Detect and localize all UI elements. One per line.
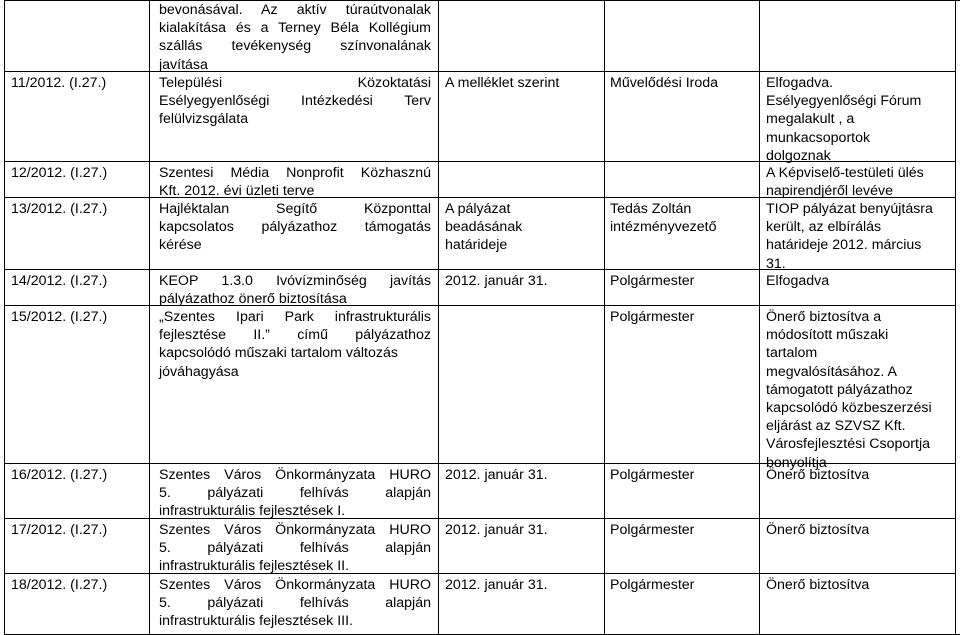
resolution-number: 14/2012. (I.27.) — [11, 273, 108, 289]
decision-line: határideje 2012. március — [766, 237, 922, 254]
decision-cell — [766, 576, 952, 594]
row-separator — [4, 518, 955, 519]
subject-line: felülvizsgálata — [159, 111, 249, 128]
decision-line: módosított műszaki — [766, 327, 889, 344]
decision-cell — [766, 272, 952, 290]
decision-line: tartalom — [766, 345, 818, 362]
decision-line: Elfogadva — [766, 273, 830, 289]
decision-line: Városfejlesztési Csoportja — [766, 436, 931, 453]
subject-line: infrastrukturális fejlesztések III. — [159, 613, 353, 630]
subject-cell — [159, 466, 431, 521]
decision-line: napirendjéről levéve — [766, 183, 893, 200]
presenter-cell: Polgármester — [610, 309, 695, 325]
material-line: beadásának — [445, 219, 523, 236]
subject-line: bevonásával. Az aktív túraútvonalak — [159, 2, 431, 18]
subject-line: KEOP 1.3.0 Ivóvízminőség javítás — [159, 273, 431, 289]
subject-line: kérése — [159, 237, 202, 254]
presenter-cell — [610, 200, 716, 236]
decision-line: Önerő biztosítva — [766, 467, 870, 483]
resolution-number: 11/2012. (I.27.) — [11, 75, 107, 91]
subject-cell — [159, 74, 431, 129]
subject-line: kapcsolódó műszaki tartalom változás — [159, 345, 398, 362]
subject-line: Kft. 2012. évi üzleti terve — [159, 183, 315, 200]
row-separator — [4, 71, 955, 72]
decision-line: dolgoznak — [766, 147, 831, 164]
presenter-cell: Polgármester — [610, 467, 695, 483]
decision-line: Önerő biztosítva a — [766, 309, 882, 325]
row-separator — [4, 573, 955, 574]
subject-line: javítása — [159, 56, 208, 73]
column-separator — [759, 0, 760, 635]
subject-line: Szentes Város Önkormányzata HURO — [159, 577, 431, 593]
material-cell: 2012. január 31. — [445, 273, 548, 289]
decision-cell — [766, 200, 952, 273]
row-separator — [4, 0, 960, 1]
subject-cell — [159, 521, 431, 576]
decision-line: került, az elbírálás — [766, 219, 882, 236]
resolution-number: 17/2012. (I.27.) — [11, 522, 108, 538]
subject-line: 5. pályázati felhívás alapján — [159, 540, 431, 557]
subject-line: kapcsolatos pályázathoz támogatás — [159, 219, 431, 236]
decision-line: eljárást az SZVSZ Kft. — [766, 418, 906, 435]
column-separator — [149, 0, 150, 635]
material-cell — [445, 200, 522, 255]
subject-line: Települési Közoktatási — [159, 75, 431, 91]
subject-line: Szentesi Média Nonprofit Közhasznú — [159, 165, 431, 181]
subject-line: Esélyegyenlőségi Intézkedési Terv — [159, 93, 431, 110]
decision-line: Önerő biztosítva — [766, 577, 870, 593]
presenter-cell: Művelődési Iroda — [610, 75, 719, 91]
subject-cell — [159, 200, 431, 255]
subject-line: „Szentes Ipari Park infrastrukturális — [159, 309, 431, 325]
resolution-number: 16/2012. (I.27.) — [11, 467, 108, 483]
decision-line: Esélyegyenlőségi Fórum — [766, 93, 922, 110]
row-separator — [4, 305, 955, 306]
subject-cell — [159, 1, 431, 74]
decision-line: munkacsoportok — [766, 129, 871, 146]
material-cell: 2012. január 31. — [445, 577, 548, 593]
subject-cell — [159, 272, 431, 308]
subject-line: Szentes Város Önkormányzata HURO — [159, 467, 431, 483]
decision-line: megvalósításához. A — [766, 363, 897, 380]
subject-line: kialakítása és a Terney Béla Kollégium — [159, 20, 431, 37]
decision-line: támogatott pályázathoz — [766, 381, 913, 398]
subject-line: fejlesztése II.” című pályázathoz — [159, 327, 431, 344]
subject-line: pályázathoz önerő biztosítása — [159, 291, 347, 308]
presenter-line: Tedás Zoltán — [610, 201, 692, 217]
subject-line: 5. pályázati felhívás alapján — [159, 485, 431, 502]
column-separator — [4, 0, 5, 635]
decision-line: TIOP pályázat benyújtásra — [766, 201, 933, 217]
subject-line: Szentes Város Önkormányzata HURO — [159, 522, 431, 538]
subject-cell — [159, 576, 431, 631]
decision-line: Elfogadva. — [766, 75, 834, 91]
material-cell: A melléklet szerint — [445, 75, 560, 91]
resolution-number: 12/2012. (I.27.) — [11, 165, 108, 181]
decision-cell — [766, 308, 952, 472]
decision-line: megalakult , a — [766, 111, 855, 128]
resolution-number: 18/2012. (I.27.) — [11, 577, 108, 593]
decision-cell — [766, 521, 952, 539]
column-separator — [438, 0, 439, 635]
decision-line: 31. — [766, 255, 786, 272]
column-separator — [604, 0, 605, 635]
column-separator — [955, 0, 956, 635]
decision-line: A Képviselő-testületi ülés — [766, 165, 924, 181]
material-cell: 2012. január 31. — [445, 522, 548, 538]
decision-line: Önerő biztosítva — [766, 522, 870, 538]
subject-line: szállás tevékenység színvonalának — [159, 38, 431, 55]
decision-cell — [766, 74, 952, 165]
decision-cell — [766, 466, 952, 484]
presenter-cell: Polgármester — [610, 273, 695, 289]
material-cell: 2012. január 31. — [445, 467, 548, 483]
decision-cell — [766, 164, 952, 200]
subject-line: jóváhagyása — [159, 363, 239, 380]
presenter-cell: Polgármester — [610, 577, 695, 593]
material-line: határideje — [445, 237, 508, 254]
presenter-cell: Polgármester — [610, 522, 695, 538]
subject-line: infrastrukturális fejlesztések II. — [159, 558, 350, 575]
subject-cell — [159, 308, 431, 381]
decision-line: kapcsolódó közbeszerzési — [766, 400, 932, 417]
material-line: A pályázat — [445, 201, 511, 217]
resolution-number: 13/2012. (I.27.) — [11, 201, 108, 217]
presenter-line: intézményvezető — [610, 219, 717, 236]
subject-line: infrastrukturális fejlesztések I. — [159, 503, 346, 520]
subject-line: 5. pályázati felhívás alapján — [159, 595, 431, 612]
subject-cell — [159, 164, 431, 200]
resolution-number: 15/2012. (I.27.) — [11, 309, 108, 325]
subject-line: Hajléktalan Segítő Központtal — [159, 201, 431, 217]
decision-line: bonyolítja — [766, 454, 827, 471]
